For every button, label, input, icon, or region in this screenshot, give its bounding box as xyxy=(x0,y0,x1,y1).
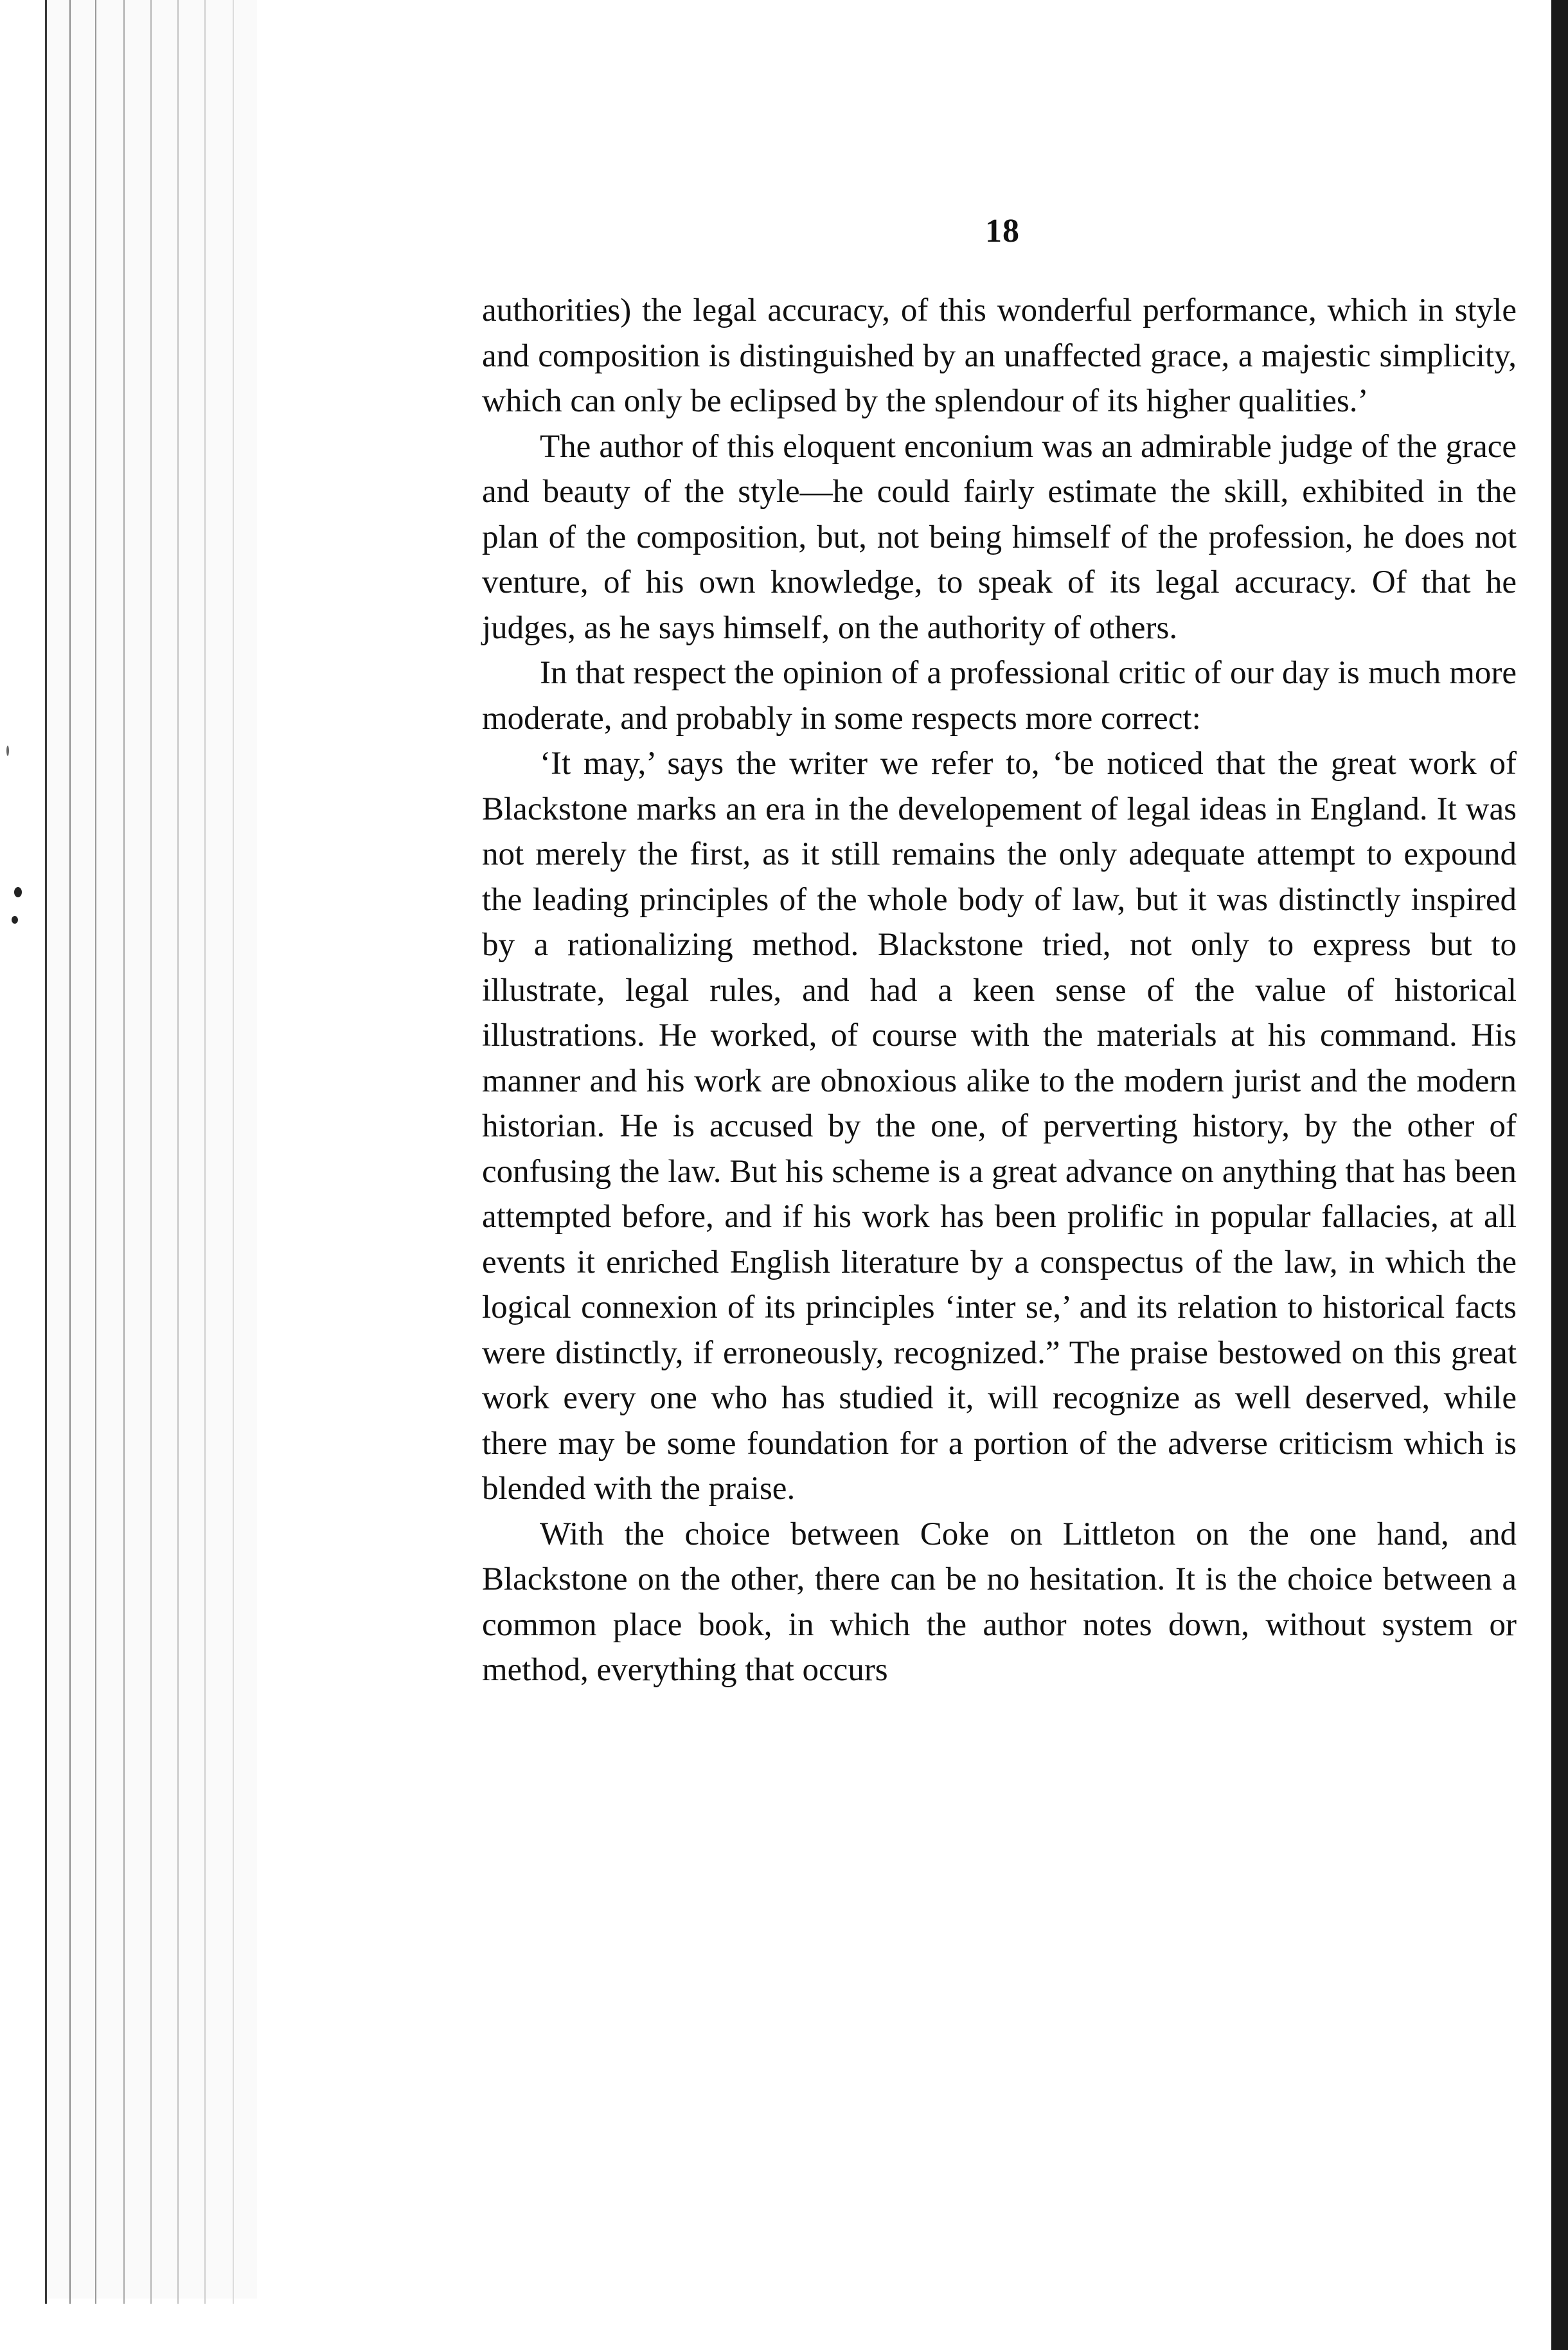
paragraph: The author of this eloquent enconium was an admirable judge of the grace and beauty of the style—he could fairly estimate the skill, exhibited in the plan of the composition, but, not being himself of the profession, he does not venture, of his own knowledge, to speak of its legal accuracy. Of that he judges, as he says himself, on the authority of others. xyxy=(482,428,1517,646)
paragraph: With the choice between Coke on Littleton on the one hand, and Blackstone on the other, there can be no hesitation. It is the choice between a common place book, in which the author notes down, without system or method, everything that occurs xyxy=(482,1516,1517,1688)
body-text xyxy=(482,288,1517,1693)
paragraph: authorities) the legal accuracy, of this wonderful performance, which in style and composition is distinguished by an unaffected grace, a majestic simplicity, which can only be eclipsed by the splendour of its higher qualities.’ xyxy=(482,292,1517,419)
page-number: 18 xyxy=(985,213,1020,249)
paragraph: In that respect the opinion of a professional critic of our day is much more moderate, and probably in some respects more correct: xyxy=(482,655,1517,737)
paragraph: ‘It may,’ says the writer we refer to, ‘be noticed that the great work of Blackstone marks an era in the developement of legal ideas in England. It was not merely the first, as it still remains the only adequate attempt to expound the leading principles of the whole body of law, but it was distinctly inspired by a rationalizing method. Blackstone tried, not only to express but to illustrate, legal rules, and had a keen sense of the value of historical illustrations. He worked, of course with the materials at his command. His manner and his work are obnoxious alike to the modern jurist and the modern historian. He is accused by the one, of perverting history, by the other of confusing the law. But his scheme is a great advance on anything that has been attempted before, and if his work has been prolific in popular fallacies, at all events it enriched English literature by a conspectus of the law, in which the logical connexion of its principles ‘inter se,’ and its relation to historical facts were distinctly, if erroneously, recognized.” The praise bestowed on this great work every one who has studied it, will recognize as well deserved, while there may be some foundation for a portion of the adverse criticism which is blended with the praise. xyxy=(482,746,1517,1507)
